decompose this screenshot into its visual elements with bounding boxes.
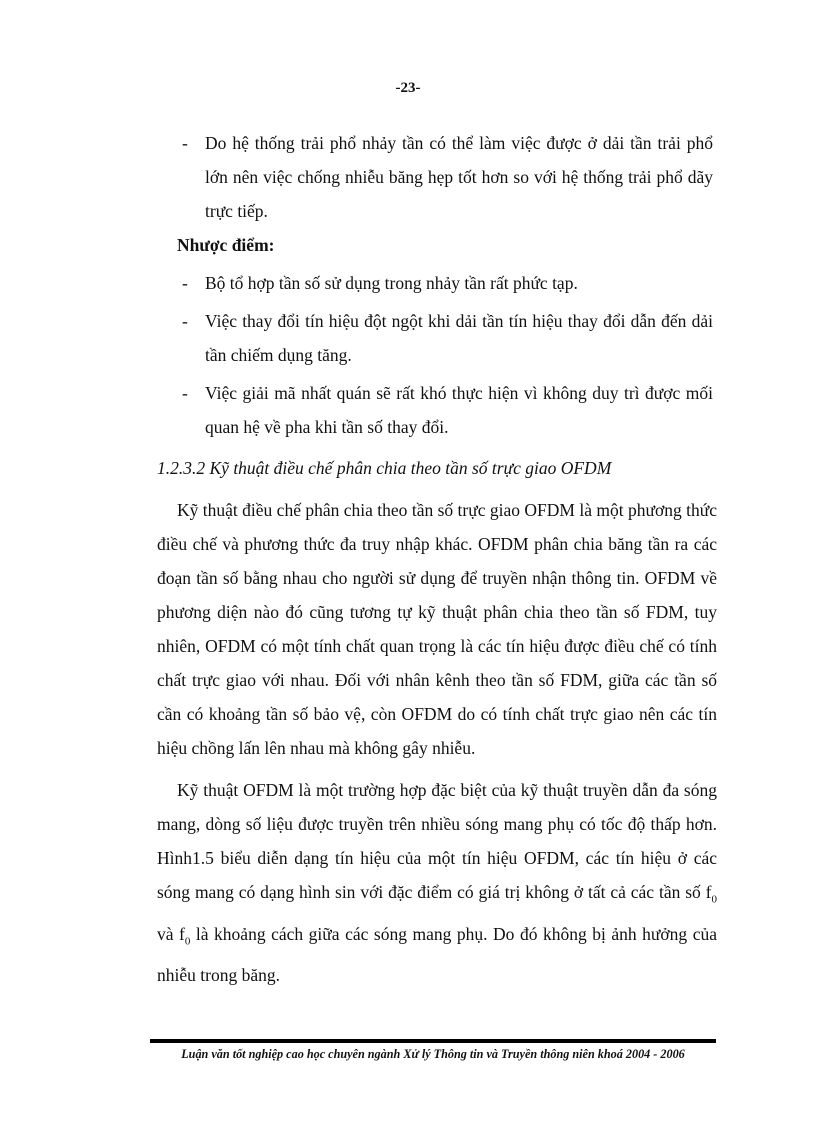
disadvantages-heading: Nhược điểm: (177, 235, 275, 255)
list-item: - Do hệ thống trải phổ nhảy tần có thể làm việc được ở dải tần trải phổ lớn nên việc chống nhiễu băng hẹp tốt hơn so với hệ thống trải phổ dãy trực tiếp. (157, 126, 713, 228)
footer-divider (150, 1039, 716, 1043)
top-bullet-list (157, 126, 713, 228)
footer-text: Luận văn tốt nghiệp cao học chuyên ngành Xử lý Thông tin và Truyền thông niên khoá 2004 - 2006 (181, 1047, 685, 1061)
section-title: 1.2.3.2 Kỹ thuật điều chế phân chia theo tần số trực giao OFDM (157, 458, 612, 478)
bullet-text: Bộ tổ hợp tần số sử dụng trong nhảy tần rất phức tạp. (205, 273, 578, 293)
ofdm-section (157, 451, 717, 992)
list-item: - Bộ tổ hợp tần số sử dụng trong nhảy tần rất phức tạp. (157, 266, 713, 300)
bullet-text: Việc giải mã nhất quán sẽ rất khó thực hiện vì không duy trì được mối quan hệ về pha khi tần số thay đổi. (205, 383, 713, 437)
list-item: - Việc thay đổi tín hiệu đột ngột khi dải tần tín hiệu thay đổi dẫn đến dải tần chiếm dụng tăng. (157, 304, 713, 372)
disadvantages-section (157, 228, 713, 444)
paragraph: Kỹ thuật điều chế phân chia theo tần số trực giao OFDM là một phương thức điều chế và phương thức đa truy nhập khác. OFDM phân chia băng tần ra các đoạn tần số bằng nhau cho người sử dụng để truyền nhận thông tin. OFDM về phương diện nào đó cũng tương tự kỹ thuật phân chia theo tần số FDM, tuy nhiên, OFDM có một tính chất quan trọng là các tín hiệu được điều chế có tính chất trực giao với nhau. Đối với nhân kênh theo tần số FDM, giữa các tần số cần có khoảng tần số bảo vệ, còn OFDM do có tính chất trực giao nên các tín hiệu chồng lấn lên nhau mà không gây nhiễu. (157, 500, 717, 758)
bullet-text: Việc thay đổi tín hiệu đột ngột khi dải tần tín hiệu thay đổi dẫn đến dải tần chiếm dụng tăng. (205, 311, 713, 365)
page-number: -23- (395, 80, 421, 96)
bullet-text: Do hệ thống trải phổ nhảy tần có thể làm việc được ở dải tần trải phổ lớn nên việc chống nhiễu băng hẹp tốt hơn so với hệ thống trải phổ dãy trực tiếp. (205, 133, 713, 221)
list-item: - Việc giải mã nhất quán sẽ rất khó thực hiện vì không duy trì được mối quan hệ về pha khi tần số thay đổi. (157, 376, 713, 444)
paragraph: Kỹ thuật OFDM là một trường hợp đặc biệt của kỹ thuật truyền dẫn đa sóng mang, dòng số liệu được truyền trên nhiều sóng mang phụ có tốc độ thấp hơn. Hình1.5 biểu diễn dạng tín hiệu của một tín hiệu OFDM, các tín hiệu ở các sóng mang có dạng hình sin với đặc điểm có giá trị không ở tất cả các tần số $f_0$ và $f_0$ là khoảng cách giữa các sóng mang phụ. Do đó không bị ảnh hưởng của nhiễu trong băng. (157, 780, 717, 985)
